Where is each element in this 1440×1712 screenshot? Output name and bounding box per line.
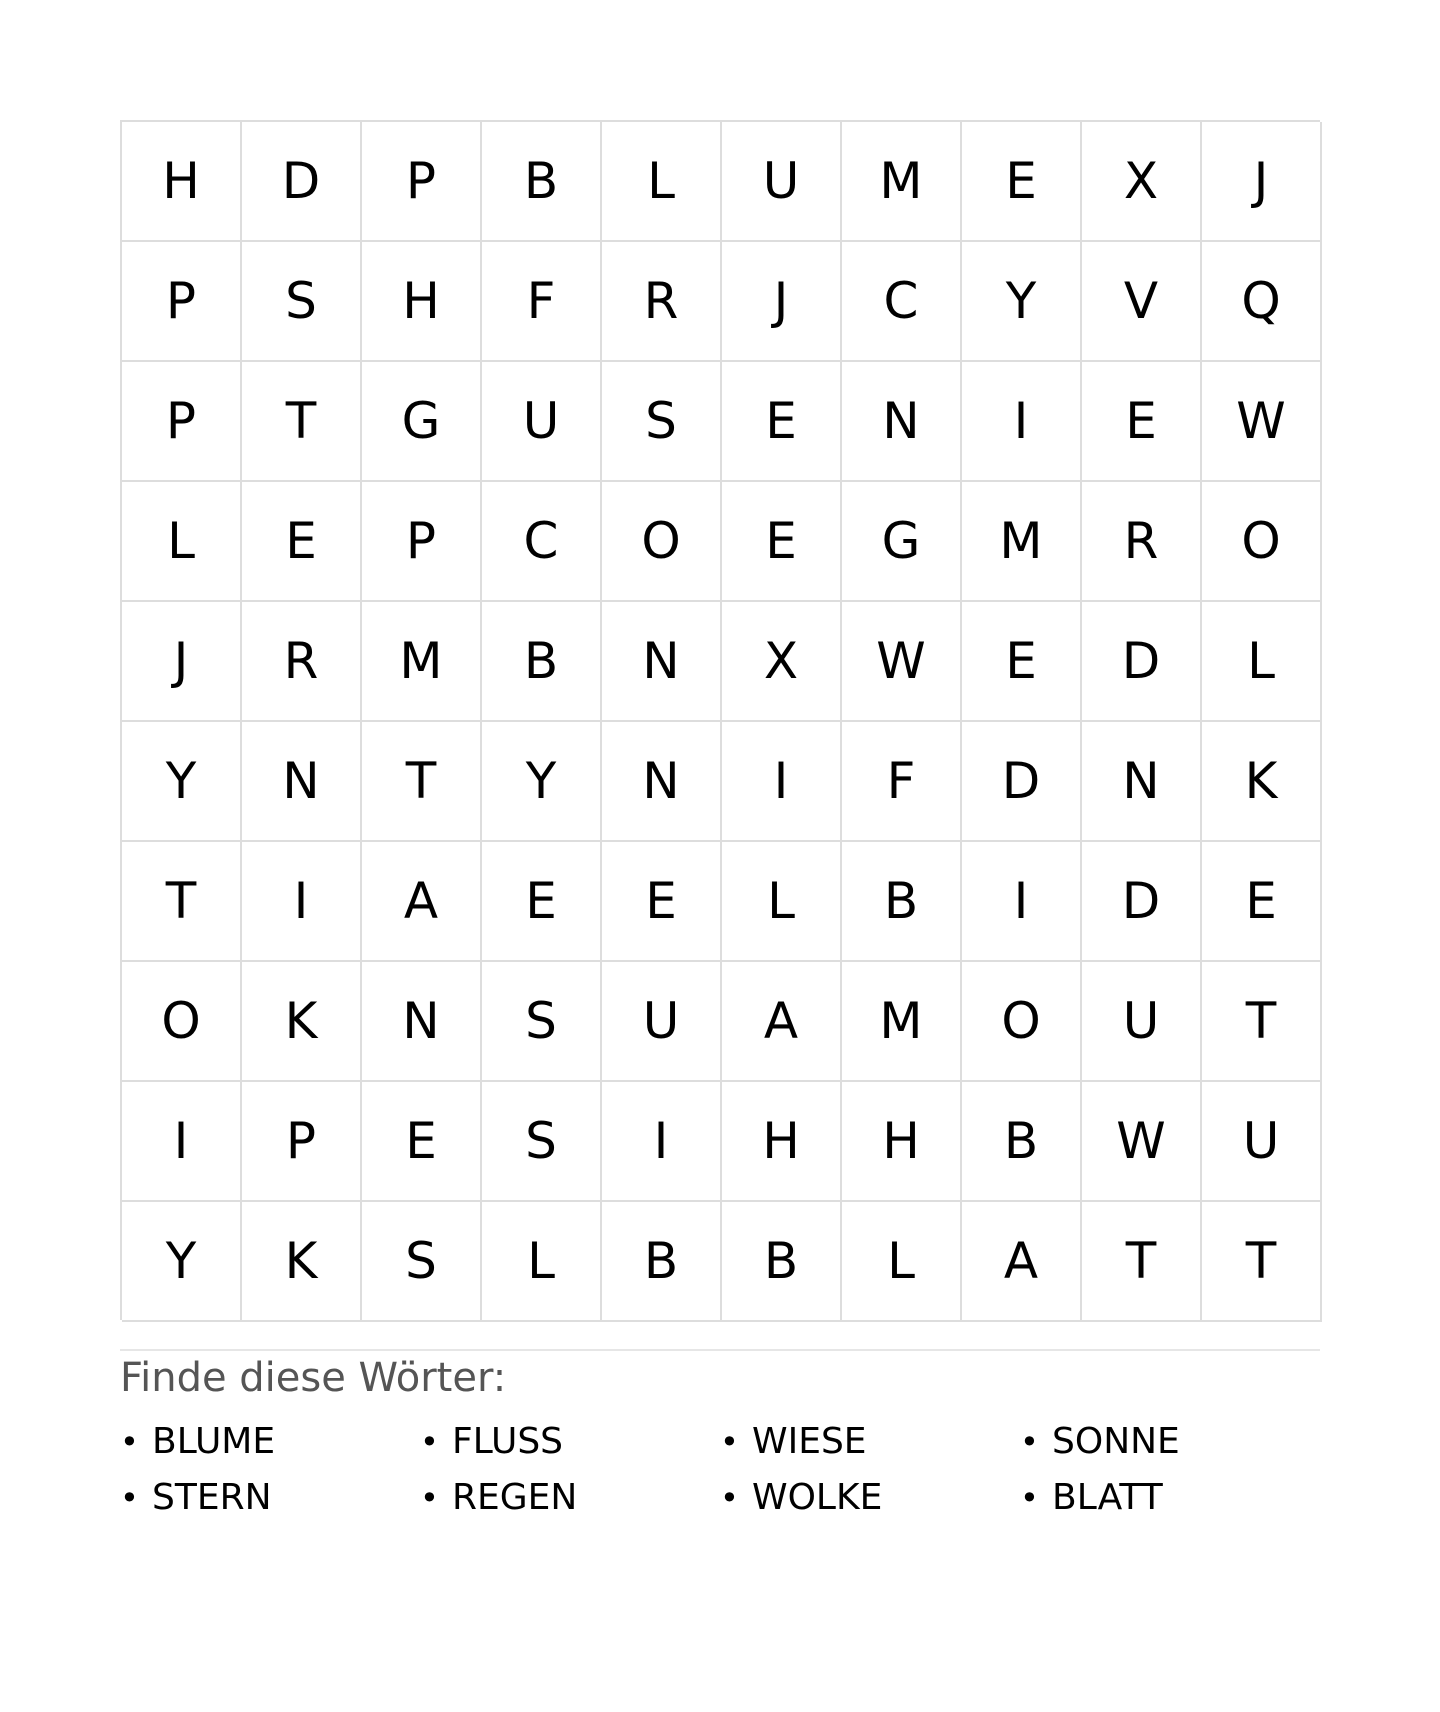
grid-cell[interactable]: I bbox=[122, 1082, 242, 1202]
grid-cell[interactable]: T bbox=[122, 842, 242, 962]
grid-cell[interactable]: D bbox=[1082, 602, 1202, 722]
grid-cell[interactable]: U bbox=[482, 362, 602, 482]
grid-cell[interactable]: J bbox=[122, 602, 242, 722]
grid-cell[interactable]: P bbox=[242, 1082, 362, 1202]
grid-cell[interactable]: I bbox=[242, 842, 362, 962]
grid-cell[interactable]: N bbox=[362, 962, 482, 1082]
word-label: STERN bbox=[152, 1477, 272, 1518]
divider bbox=[120, 1349, 1320, 1351]
grid-cell[interactable]: I bbox=[962, 362, 1082, 482]
grid-cell[interactable]: E bbox=[722, 482, 842, 602]
grid-cell[interactable]: G bbox=[842, 482, 962, 602]
grid-cell[interactable]: N bbox=[242, 722, 362, 842]
grid-cell[interactable]: S bbox=[482, 962, 602, 1082]
grid-cell[interactable]: K bbox=[1202, 722, 1322, 842]
bullet-icon: • bbox=[720, 1479, 739, 1517]
grid-cell[interactable]: D bbox=[1082, 842, 1202, 962]
grid-cell[interactable]: F bbox=[482, 242, 602, 362]
word-label: WIESE bbox=[752, 1421, 867, 1462]
grid-cell[interactable]: Y bbox=[482, 722, 602, 842]
grid-cell[interactable]: P bbox=[122, 242, 242, 362]
grid-cell[interactable]: O bbox=[962, 962, 1082, 1082]
bullet-icon: • bbox=[420, 1479, 439, 1517]
grid-cell[interactable]: E bbox=[962, 602, 1082, 722]
grid-cell[interactable]: E bbox=[362, 1082, 482, 1202]
grid-cell[interactable]: E bbox=[602, 842, 722, 962]
word-label: REGEN bbox=[452, 1477, 578, 1518]
bullet-icon: • bbox=[1020, 1423, 1039, 1461]
grid-cell[interactable]: E bbox=[242, 482, 362, 602]
grid-cell[interactable]: S bbox=[242, 242, 362, 362]
word-list-item bbox=[1020, 1470, 1320, 1526]
grid-cell[interactable]: E bbox=[482, 842, 602, 962]
grid-cell[interactable]: H bbox=[362, 242, 482, 362]
grid-cell[interactable]: X bbox=[722, 602, 842, 722]
word-list-item bbox=[120, 1470, 420, 1526]
grid-cell[interactable]: T bbox=[1082, 1202, 1202, 1322]
bullet-icon: • bbox=[420, 1423, 439, 1461]
grid-cell[interactable]: N bbox=[1082, 722, 1202, 842]
grid-cell[interactable]: E bbox=[722, 362, 842, 482]
grid-cell[interactable]: I bbox=[722, 722, 842, 842]
grid-cell[interactable]: E bbox=[1082, 362, 1202, 482]
grid-cell[interactable]: T bbox=[362, 722, 482, 842]
word-label: FLUSS bbox=[452, 1421, 564, 1462]
grid-cell[interactable]: Y bbox=[122, 1202, 242, 1322]
grid-cell[interactable]: U bbox=[1082, 962, 1202, 1082]
grid-cell[interactable]: N bbox=[602, 722, 722, 842]
grid-cell[interactable]: W bbox=[842, 602, 962, 722]
grid-cell[interactable]: Y bbox=[122, 722, 242, 842]
bullet-icon: • bbox=[120, 1423, 139, 1461]
word-list-item bbox=[720, 1470, 1020, 1526]
grid-cell[interactable]: R bbox=[602, 242, 722, 362]
grid-cell[interactable]: B bbox=[842, 842, 962, 962]
letter-grid bbox=[120, 120, 1320, 1320]
grid-cell[interactable]: C bbox=[842, 242, 962, 362]
grid-cell[interactable]: U bbox=[602, 962, 722, 1082]
grid-cell[interactable]: N bbox=[842, 362, 962, 482]
grid-cell[interactable]: T bbox=[242, 362, 362, 482]
grid-cell[interactable]: U bbox=[722, 122, 842, 242]
grid-cell[interactable]: P bbox=[362, 122, 482, 242]
grid-cell[interactable]: O bbox=[122, 962, 242, 1082]
grid-cell[interactable]: W bbox=[1202, 362, 1322, 482]
word-label: BLATT bbox=[1052, 1477, 1163, 1518]
word-list bbox=[120, 1414, 1320, 1526]
grid-cell[interactable]: B bbox=[482, 602, 602, 722]
grid-cell[interactable]: A bbox=[722, 962, 842, 1082]
grid-cell[interactable]: H bbox=[122, 122, 242, 242]
grid-cell[interactable]: H bbox=[842, 1082, 962, 1202]
grid-cell[interactable]: B bbox=[962, 1082, 1082, 1202]
grid-cell[interactable]: B bbox=[722, 1202, 842, 1322]
grid-cell[interactable]: P bbox=[122, 362, 242, 482]
word-label: SONNE bbox=[1052, 1421, 1180, 1462]
grid-cell[interactable]: H bbox=[722, 1082, 842, 1202]
word-list-title: Finde diese Wörter: bbox=[120, 1355, 507, 1401]
grid-cell[interactable]: T bbox=[1202, 962, 1322, 1082]
grid-cell[interactable]: O bbox=[1202, 482, 1322, 602]
grid-cell[interactable]: P bbox=[362, 482, 482, 602]
grid-cell[interactable]: R bbox=[242, 602, 362, 722]
grid-cell[interactable]: L bbox=[842, 1202, 962, 1322]
grid-cell[interactable]: G bbox=[362, 362, 482, 482]
grid-cell[interactable]: V bbox=[1082, 242, 1202, 362]
word-label: WOLKE bbox=[752, 1477, 883, 1518]
grid-cell[interactable]: M bbox=[362, 602, 482, 722]
word-list-item bbox=[720, 1414, 1020, 1470]
grid-cell[interactable]: S bbox=[362, 1202, 482, 1322]
grid-cell[interactable]: C bbox=[482, 482, 602, 602]
bullet-icon: • bbox=[1020, 1479, 1039, 1517]
grid-cell[interactable]: L bbox=[1202, 602, 1322, 722]
grid-cell[interactable]: X bbox=[1082, 122, 1202, 242]
grid-cell[interactable]: U bbox=[1202, 1082, 1322, 1202]
grid-cell[interactable]: A bbox=[962, 1202, 1082, 1322]
word-list-item bbox=[1020, 1414, 1320, 1470]
grid-cell[interactable]: I bbox=[602, 1082, 722, 1202]
word-list-item bbox=[420, 1414, 720, 1470]
grid-cell[interactable]: M bbox=[842, 962, 962, 1082]
grid-cell[interactable]: E bbox=[962, 122, 1082, 242]
grid-cell[interactable]: F bbox=[842, 722, 962, 842]
grid-cell[interactable]: T bbox=[1202, 1202, 1322, 1322]
grid-cell[interactable]: L bbox=[482, 1202, 602, 1322]
grid-cell[interactable]: D bbox=[242, 122, 362, 242]
grid-cell[interactable]: M bbox=[842, 122, 962, 242]
grid-cell[interactable]: S bbox=[482, 1082, 602, 1202]
word-label: BLUME bbox=[152, 1421, 276, 1462]
grid-cell[interactable]: Q bbox=[1202, 242, 1322, 362]
grid-cell[interactable]: E bbox=[1202, 842, 1322, 962]
grid-cell[interactable]: I bbox=[962, 842, 1082, 962]
grid-cell[interactable]: A bbox=[362, 842, 482, 962]
grid-cell[interactable]: B bbox=[482, 122, 602, 242]
grid-cell[interactable]: J bbox=[722, 242, 842, 362]
grid-cell[interactable]: K bbox=[242, 962, 362, 1082]
word-list-item bbox=[120, 1414, 420, 1470]
bullet-icon: • bbox=[720, 1423, 739, 1461]
grid-cell[interactable]: R bbox=[1082, 482, 1202, 602]
grid-cell[interactable]: K bbox=[242, 1202, 362, 1322]
grid-cell[interactable]: J bbox=[1202, 122, 1322, 242]
grid-cell[interactable]: S bbox=[602, 362, 722, 482]
grid-cell[interactable]: B bbox=[602, 1202, 722, 1322]
grid-cell[interactable]: L bbox=[722, 842, 842, 962]
grid-cell[interactable]: W bbox=[1082, 1082, 1202, 1202]
grid-cell[interactable]: Y bbox=[962, 242, 1082, 362]
grid-cell[interactable]: L bbox=[602, 122, 722, 242]
grid-cell[interactable]: L bbox=[122, 482, 242, 602]
word-list-item bbox=[420, 1470, 720, 1526]
grid-cell[interactable]: M bbox=[962, 482, 1082, 602]
bullet-icon: • bbox=[120, 1479, 139, 1517]
grid-cell[interactable]: O bbox=[602, 482, 722, 602]
grid-cell[interactable]: D bbox=[962, 722, 1082, 842]
grid-cell[interactable]: N bbox=[602, 602, 722, 722]
